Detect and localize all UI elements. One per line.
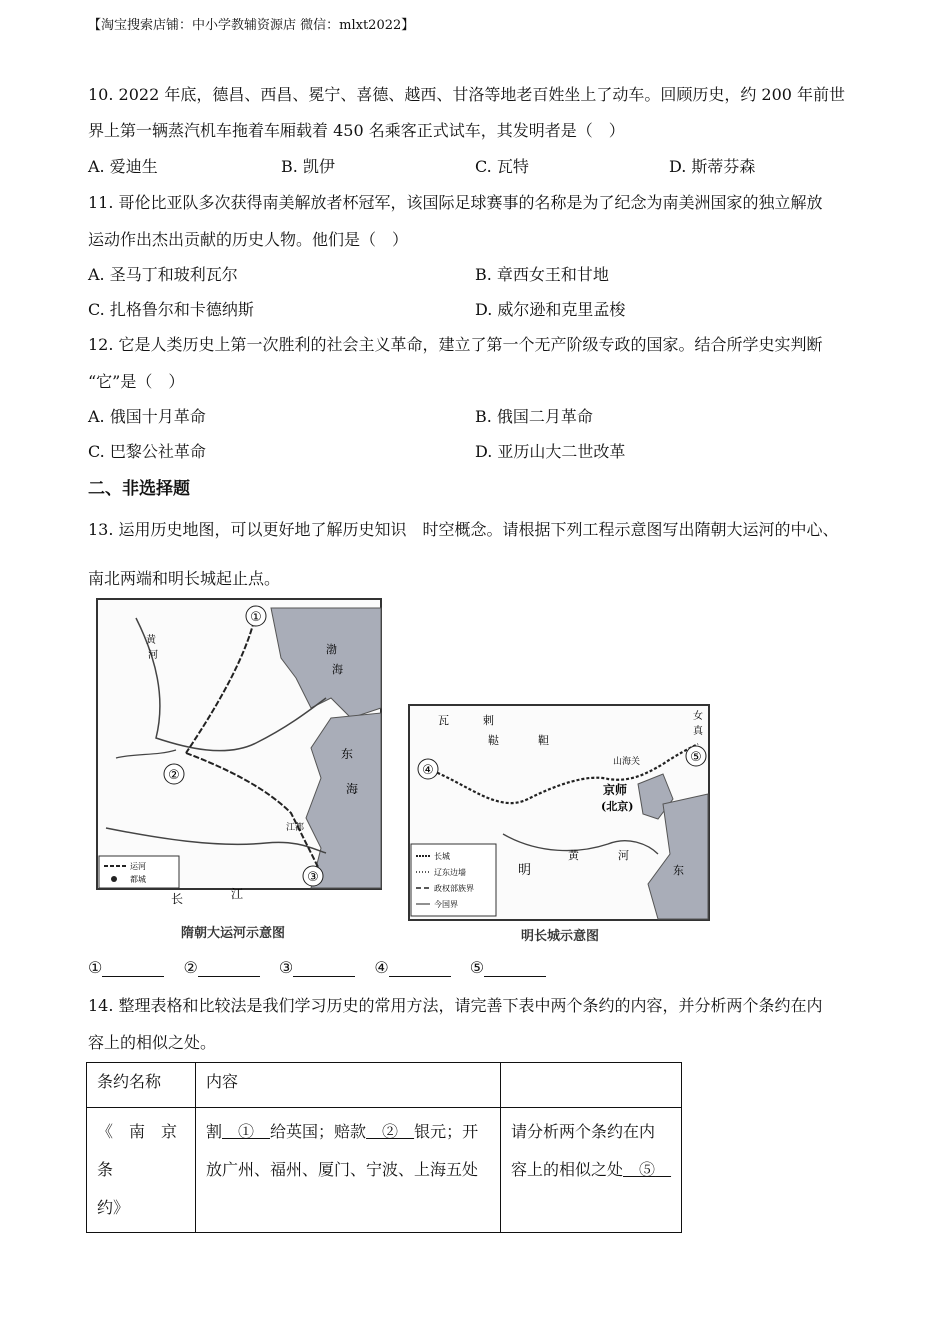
q11-text-line1: 11. 哥伦比亚队多次获得南美解放者杯冠军，该国际足球赛事的名称是为了纪念为南美洲国家的独立解放 [88,193,823,212]
map1-label: 黄 [146,635,156,646]
content-text: 银元；开 [414,1122,479,1141]
maps-figure [96,598,716,950]
q12-option-b[interactable]: B. 俄国二月革命 [475,407,593,426]
map2-label: 瓦 [438,714,449,727]
map2-label: 鞑 [488,734,499,747]
analysis-line1: 请分析两个条约在内 [511,1122,656,1141]
answer-blank-3[interactable] [293,960,355,977]
q10-option-c[interactable]: C. 瓦特 [475,157,529,176]
map2-legend: 长城 [434,852,450,861]
answer-blank-2[interactable] [198,960,260,977]
map1-label: 海 [332,663,343,676]
map2-label: 女 [693,711,703,722]
map2-label: 黄 [568,849,579,862]
blank-1[interactable]: ① [222,1122,271,1141]
map2-label: (北京) [601,800,634,813]
map1-legend-canal: 运河 [130,862,146,871]
circle-number-2: ② [168,768,180,783]
q12-text-line1: 12. 它是人类历史上第一次胜利的社会主义革命，建立了第一个无产阶级专政的国家。结合所学史实判断 [88,335,823,354]
map1-label: 河 [148,650,158,661]
q13-text-line2: 南北两端和明长城起止点。 [88,569,281,588]
analysis-text: 容上的相似之处 [511,1160,624,1179]
treaty-content-cell [196,1108,501,1233]
q14-text-line1: 14. 整理表格和比较法是我们学习历史的常用方法，请完善下表中两个条约的内容，并分析两个条约在内 [88,996,823,1015]
treaty-content-line2: 放广州、福州、厦门、宁波、上海五处 [206,1160,479,1179]
sui-map-caption: 隋朝大运河示意图 [181,926,286,941]
map2-legend: 辽东边墙 [434,868,466,877]
q10-option-d[interactable]: D. 斯蒂芬森 [669,157,756,176]
q11-text-line2: 运动作出杰出贡献的历史人物。他们是（ ） [88,230,409,249]
map2-label: 靼 [538,734,549,747]
q12-text-line2: “它”是（ ） [88,372,185,391]
q11-option-a[interactable]: A. 圣马丁和玻利瓦尔 [88,265,238,284]
blank-label-4: ④ [374,958,389,977]
q12-option-a[interactable]: A. 俄国十月革命 [88,407,206,426]
map1-label: 长 [171,892,184,906]
q10-option-a[interactable]: A. 爱迪生 [88,157,158,176]
q13-answer-blanks [88,958,560,977]
answer-blank-4[interactable] [389,960,451,977]
q14-text-line2: 容上的相似之处。 [88,1033,217,1052]
circle-number-3: ③ [307,870,319,885]
blank-2[interactable]: ② [366,1122,415,1141]
table-row [87,1108,682,1233]
section-title: 二、非选择题 [88,479,190,499]
q10-text-line1: 10. 2022 年底，德昌、西昌、冕宁、喜德、越西、甘洛等地老百姓坐上了动车。回顾历史，约 200 年前世 [88,85,846,104]
map2-label: 剌 [483,714,494,727]
q11-option-b[interactable]: B. 章西女王和甘地 [475,265,609,284]
treaty-name-cell [87,1108,196,1233]
map1-label: 东 [341,747,354,761]
map1-label: 江都 [286,823,305,833]
ming-wall-map [408,704,713,924]
analysis-line2 [511,1151,671,1189]
map1-legend-capital: 都城 [130,875,146,884]
map2-legend: 政权部族界 [434,884,474,893]
table-header-row [87,1063,682,1108]
blank-label-3: ③ [278,958,294,977]
map2-legend: 今国界 [434,900,458,909]
east-sea [306,713,381,888]
content-text: 给英国；赔款 [270,1122,367,1141]
analysis-cell [501,1108,682,1233]
blank-5[interactable]: ⑤ [623,1160,672,1179]
ming-map-caption: 明长城示意图 [521,929,600,944]
table-header-cell: 内容 [196,1063,501,1108]
map2-label: 东 [673,864,684,877]
answer-blank-5[interactable] [484,960,546,977]
sui-canal-map [96,598,386,906]
q12-option-c[interactable]: C. 巴黎公社革命 [88,442,206,461]
q13-text-line1: 13. 运用历史地图，可以更好地了解历史知识 时空概念。请根据下列工程示意图写出隋朝大运河的中心、 [88,520,839,539]
treaty-name-line2: 约》 [97,1198,130,1217]
q10-text-line2: 界上第一辆蒸汽机车拖着车厢载着 450 名乘客正式试车，其发明者是（ ） [88,121,625,140]
treaty-content-line1 [206,1113,490,1151]
map1-label: 江 [231,887,244,901]
treaty-table [86,1062,682,1233]
blank-label-1: ① [88,958,103,977]
q12-option-d[interactable]: D. 亚历山大二世改革 [475,442,626,461]
answer-blank-1[interactable] [102,960,164,977]
q11-option-d[interactable]: D. 威尔逊和克里孟梭 [475,300,626,319]
circle-number-5: ⑤ [690,750,702,765]
q10-option-b[interactable]: B. 凯伊 [281,157,335,176]
map2-label: 京师 [603,783,628,797]
map1-label: 渤 [326,643,337,656]
q11-option-c[interactable]: C. 扎格鲁尔和卡德纳斯 [88,300,254,319]
map2-label: 河 [618,849,629,862]
treaty-name-line1: 《 南 京 条 [97,1122,194,1179]
circle-number-1: ① [250,610,262,625]
map2-label: 山海关 [613,757,641,767]
map2-label: 明 [518,863,532,878]
table-header-cell: 条约名称 [87,1063,196,1108]
content-text: 割 [206,1122,223,1141]
map2-label: 真 [693,726,703,737]
blank-label-5: ⑤ [469,958,485,977]
circle-number-4: ④ [422,763,434,778]
blank-label-2: ② [183,958,198,977]
map1-label: 海 [346,782,359,796]
page-header: 【淘宝搜索店铺：中小学教辅资源店 微信：mlxt2022】 [88,18,415,33]
table-header-cell [501,1063,682,1108]
